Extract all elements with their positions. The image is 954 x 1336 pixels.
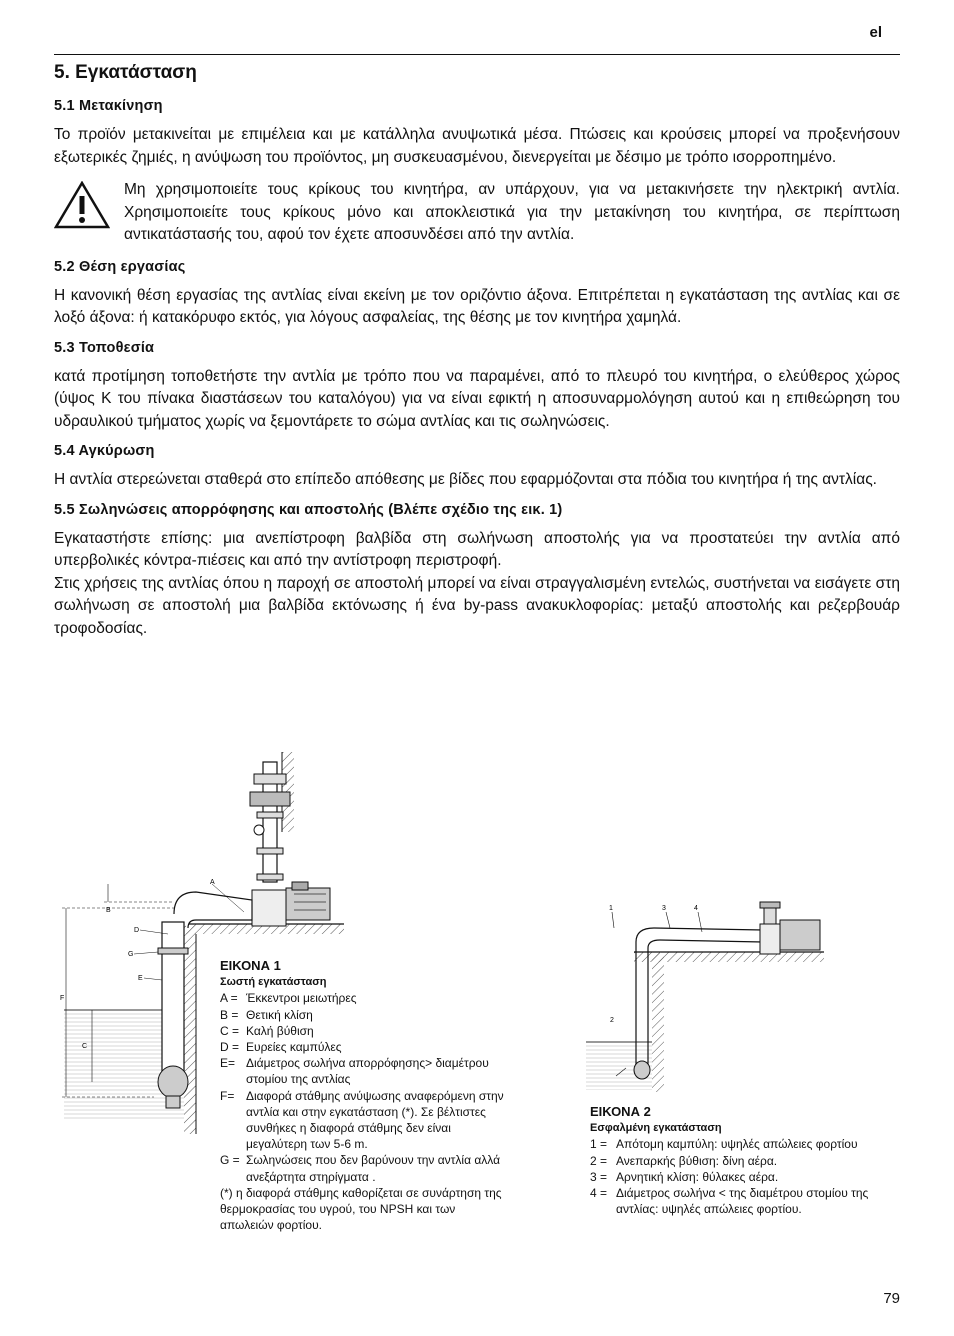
figure-1-item: C = Καλή βύθιση bbox=[220, 1023, 314, 1038]
subsection-title-5-5: 5.5 Σωληνώσεις απορρόφησης και αποστολής (Βλέπε σχέδιο της εικ. 1) bbox=[54, 501, 563, 518]
language-code: el bbox=[869, 24, 882, 41]
figure-2-title: ΕΙΚΟΝΑ 2 bbox=[590, 1104, 651, 1119]
figure-1-subtitle: Σωστή εγκατάσταση bbox=[220, 976, 327, 989]
figure-1-title: ΕΙΚΟΝΑ 1 bbox=[220, 958, 281, 973]
figure-2-item: 3 = Αρνητική κλίση: θύλακες αέρα. bbox=[590, 1169, 779, 1184]
subsection-title-5-1: 5.1 Μετακίνηση bbox=[54, 98, 163, 114]
figure-2-caption bbox=[590, 1104, 880, 1217]
subsection-title-5-3: 5.3 Τοποθεσία bbox=[54, 339, 155, 356]
fig1-label-c: C bbox=[82, 1043, 88, 1050]
figure-2-subtitle: Εσφαλμένη εγκατάσταση bbox=[590, 1122, 722, 1135]
fig2-label-1: 1 bbox=[609, 905, 613, 912]
fig2-label-2: 2 bbox=[610, 1017, 614, 1024]
paragraph-5-3: κατά προτίμηση τοποθετήστε την αντλία με τρόπο που να παραμένει, από το πλευρό του κινητήρα, ο ελεύθερος χώρος (ύψος K του πίνακα διαστάσεων του καταλόγου) για να είναι εφικτή η αποσυναρμολόγηση αυτού και η επιθεώρηση του υδραυλικού τμήματος χωρίς να ξεμοντάρετε το σώμα αντλίας και τις σωληνώσεις. bbox=[54, 367, 900, 430]
warning-block bbox=[54, 179, 900, 247]
paragraph-5-5a: Εγκαταστήστε επίσης: μια ανεπίστροφη βαλβίδα στη σωλήνωση αποστολής για να προστατεύει την αντλία από υπερβολικές κόντρα-πιέσεις και από την αντίστροφη περιστροφή. bbox=[54, 529, 900, 569]
figure-1-item: B = Θετική κλίση bbox=[220, 1007, 313, 1022]
figure-1-note: (*) η διαφορά στάθμης καθορίζεται σε συνάρτηση της θερμοκρασίας του υγρού, του NPSH και των απωλειών φορτίου. bbox=[220, 1185, 502, 1233]
fig1-label-d: D bbox=[134, 927, 140, 934]
fig1-label-e: E bbox=[138, 975, 143, 982]
figure-2-item: 1 = Απότομη καμπύλη: υψηλές απώλειες φορτίου bbox=[590, 1137, 858, 1152]
section-title: 5. Εγκατάσταση bbox=[54, 62, 197, 83]
header-rule bbox=[54, 54, 900, 55]
figure-1-item: G = Σωληνώσεις που δεν βαρύνουν την αντλία αλλά ανεξάρτητα στηρίγματα . bbox=[220, 1153, 501, 1184]
fig2-label-3: 3 bbox=[662, 905, 666, 912]
figure-1-item: D = Ευρείες καμπύλες bbox=[220, 1040, 342, 1055]
paragraph-5-5b: Στις χρήσεις της αντλίας όπου η παροχή σε αποστολή μπορεί να είναι στραγγαλισμένη εντελώς, συστήνεται να εισάγετε στη σωλήνωση σε αποστολή μια βαλβίδα εκτόνωσης ή ένα by-pass ανακυκλοφορίας: μεταξύ αποστολής και ρεζερβουάρ τροφοδοσίας. bbox=[54, 574, 900, 637]
fig1-label-f: F bbox=[60, 995, 65, 1002]
paragraph-5-2: Η κανονική θέση εργασίας της αντλίας είναι εκείνη με τον οριζόντιο άξονα. Επιτρέπεται η εγκατάσταση της αντλίας και σε λοξό άξονα: ή κατακόρυφο εκτός, για λόγους ασφαλείας, της θέσης με τον κινητήρα χαμηλά. bbox=[54, 286, 900, 326]
subsection-title-5-4: 5.4 Αγκύρωση bbox=[54, 443, 155, 459]
subsection-title-5-2: 5.2 Θέση εργασίας bbox=[54, 258, 186, 275]
paragraph-5-4: Η αντλία στερεώνεται σταθερά στο επίπεδο απόθεσης με βίδες που εφαρμόζονται στα πόδια του κινητήρα ή της αντλίας. bbox=[54, 471, 877, 488]
figure-2-item: 4 = Διάμετρος σωλήνα < της διαμέτρου στομίου της αντλίας: υψηλές απώλειες φορτίου. bbox=[590, 1186, 869, 1217]
figure-1-item: F= Διαφορά στάθμης ανύψωσης αναφερόμενη στην αντλία και στην εγκατάσταση (*). Σε βέλτιστες συνθήκες η διαφορά στάθμης δεν είναι μεγαλύτερη των 5-6 m. bbox=[220, 1088, 504, 1152]
warning-text: Μη χρησιμοποιείτε τους κρίκους του κινητήρα, αν υπάρχουν, για να μετακινήσετε την ηλεκτρική αντλία. Χρησιμοποιείτε τους κρίκους μόνο και αποκλειστικά για την μετακίνηση του κινητήρα, σε περίπτωση αντικατάστασής του, αφού τον έχετε αποσυνδέσει από την αντλία. bbox=[124, 181, 900, 243]
main-content bbox=[54, 62, 900, 650]
warning-icon bbox=[54, 181, 110, 229]
installation-figures bbox=[54, 752, 900, 1282]
figure-1-item: E= Διάμετρος σωλήνα απορρόφησης> διαμέτρου στομίου της αντλίας bbox=[220, 1056, 489, 1087]
page-number: 79 bbox=[883, 1290, 900, 1307]
fig1-label-g: G bbox=[128, 951, 134, 958]
figure-2-drawing bbox=[586, 902, 824, 1092]
figure-1-caption bbox=[220, 958, 510, 1233]
fig1-label-a: A bbox=[210, 879, 215, 886]
fig1-label-b: B bbox=[106, 907, 111, 914]
figure-2-item: 2 = Ανεπαρκής βύθιση: δίνη αέρα. bbox=[590, 1153, 778, 1168]
paragraph-5-1: Το προϊόν μετακινείται με επιμέλεια και με κατάλληλα ανυψωτικά μέσα. Πτώσεις και κρούσεις μπορεί να προξενήσουν εξωτερικές ζημιές, η ανύψωση του προϊόντος, μη συσκευασμένου, διενεργείται με δέσιμο με τρόπο ισορροπημένο. bbox=[54, 126, 900, 166]
figure-1-item: A = Έκκεντροι μειωτήρες bbox=[220, 991, 357, 1006]
fig2-label-4: 4 bbox=[694, 905, 698, 912]
